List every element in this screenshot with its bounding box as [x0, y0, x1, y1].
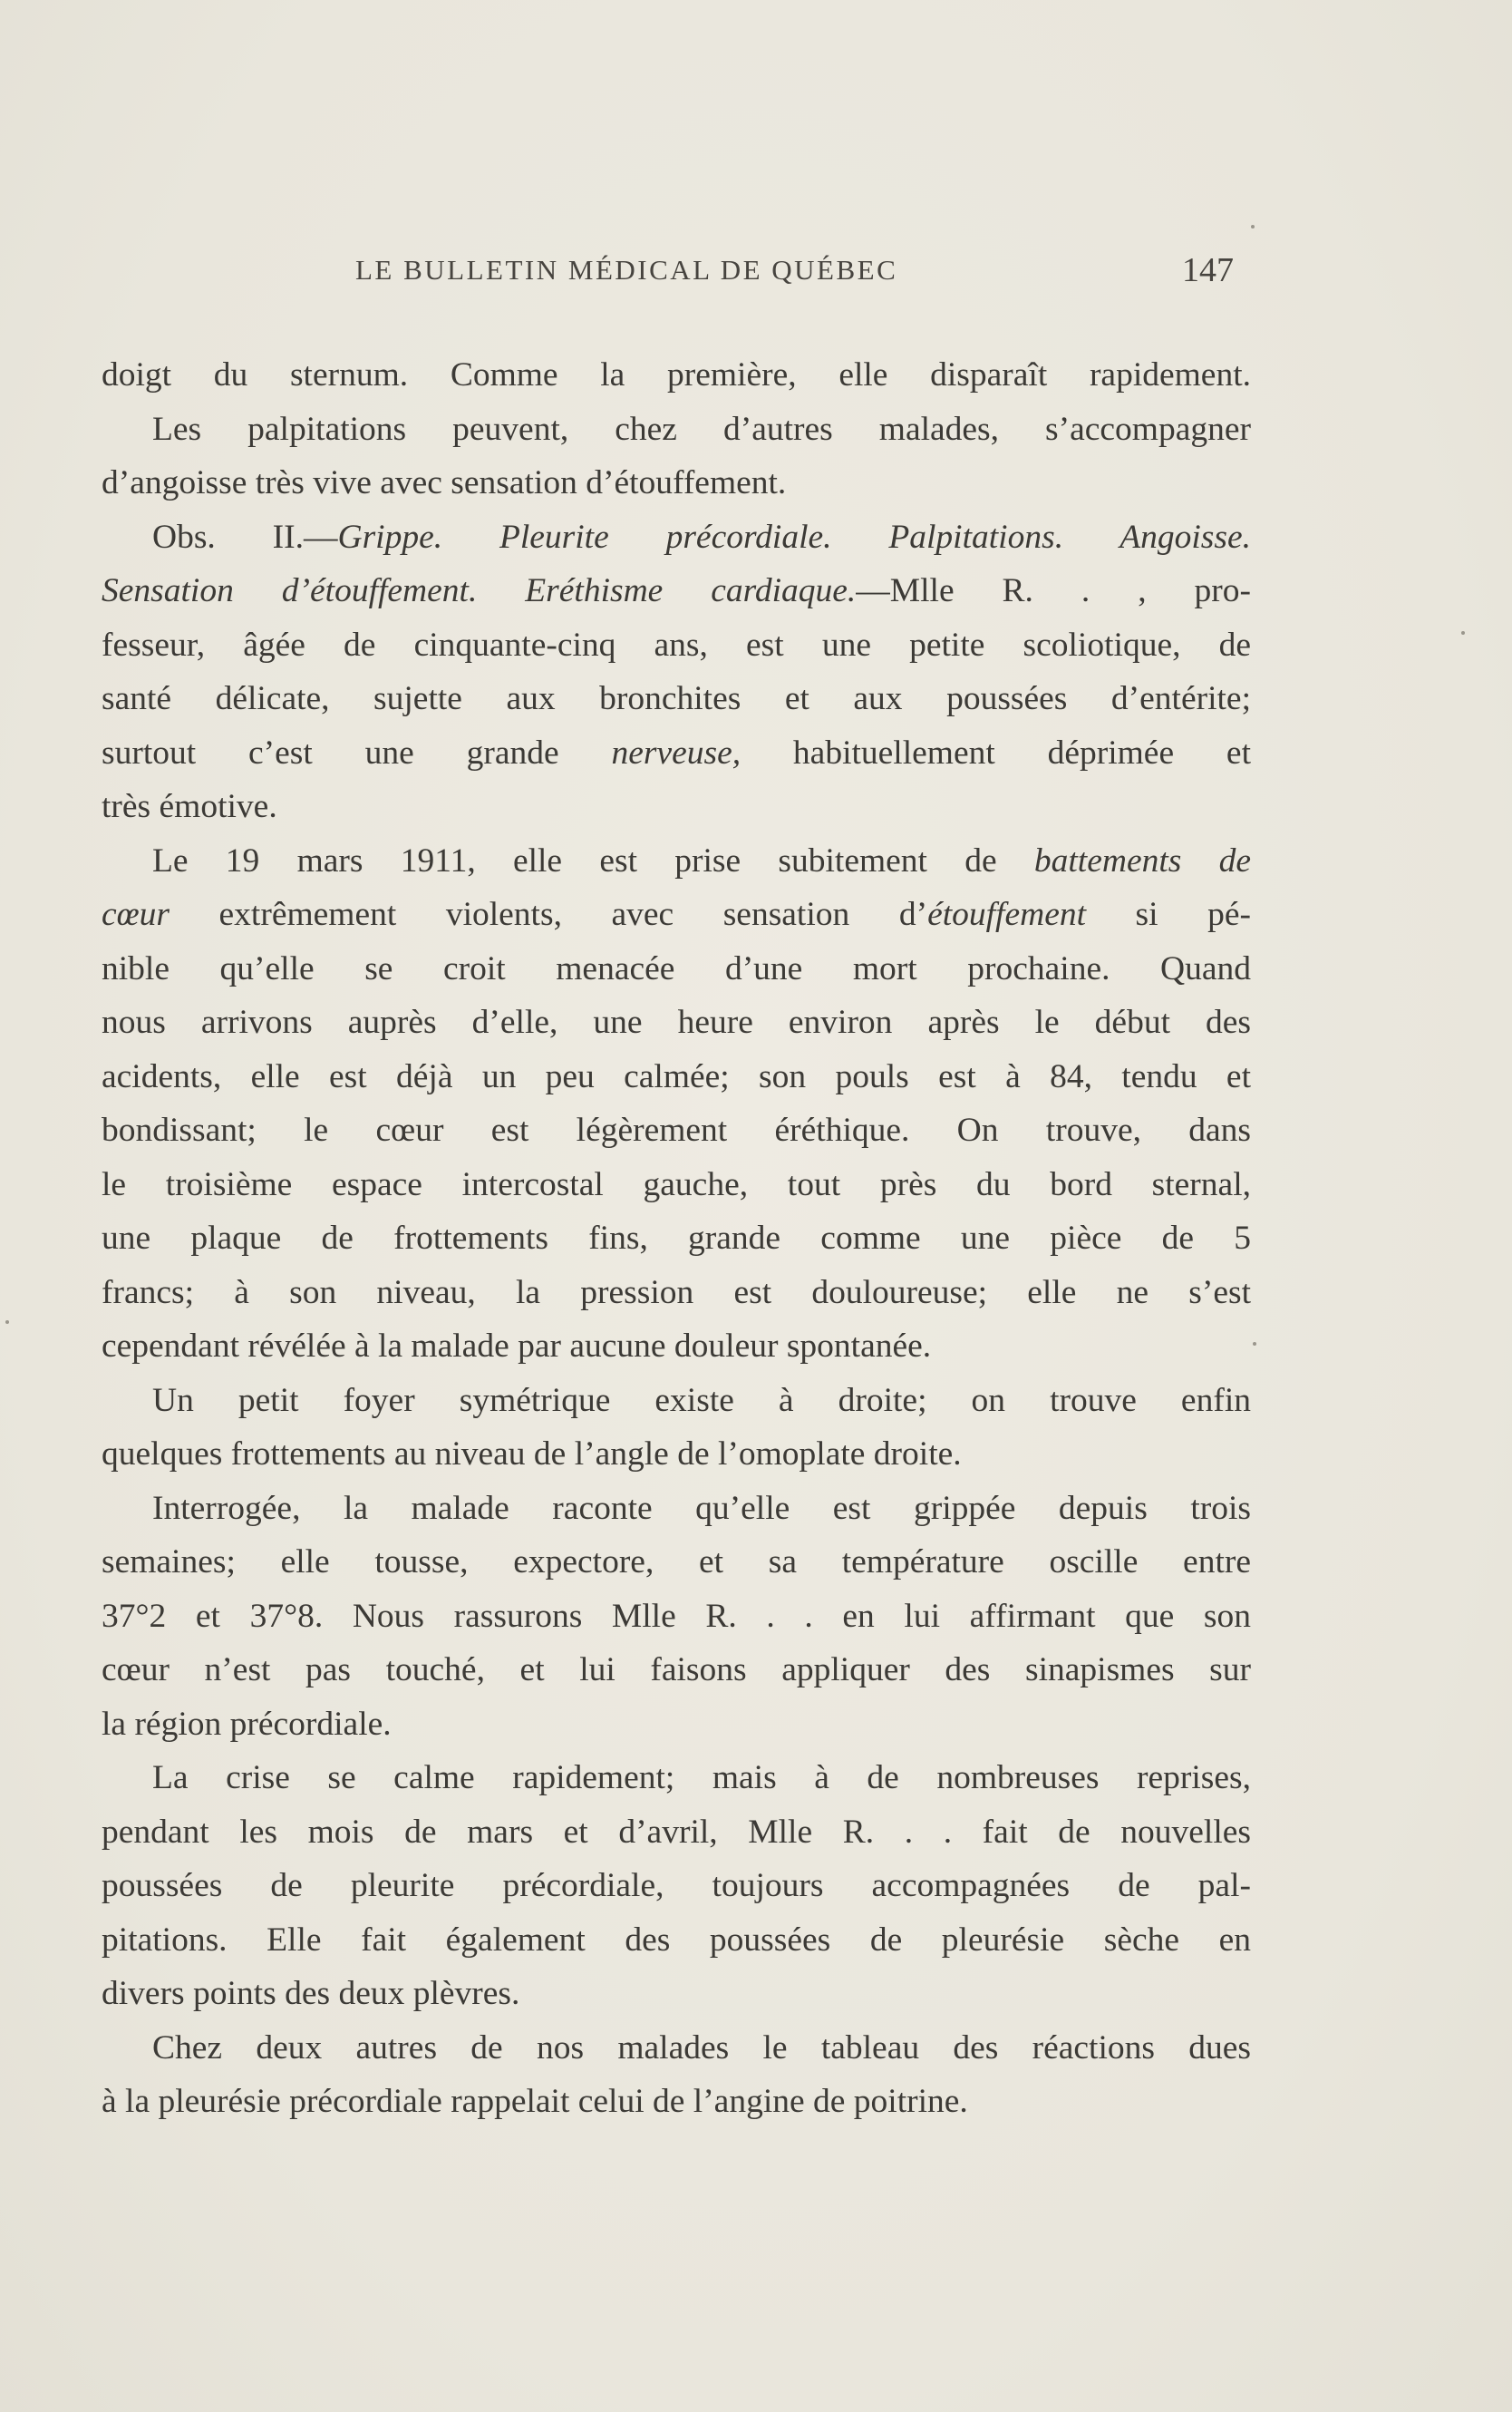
text-span: extrêmement violents, avec sensation d’	[170, 896, 928, 933]
italic-text: nerveuse,	[611, 734, 741, 772]
text-line	[102, 511, 1251, 565]
text-span: poussées de pleurite précordiale, toujours accompagnées de pal-	[102, 1867, 1251, 1904]
text-line	[102, 1104, 1251, 1158]
text-line	[102, 1266, 1251, 1320]
paper-speck	[1251, 225, 1255, 229]
paper-speck	[1461, 631, 1465, 635]
text-span: Chez deux autres de nos malades le tableau des réactions dues	[152, 2028, 1251, 2067]
text-line	[102, 1590, 1251, 1644]
italic-text: cœur	[102, 896, 170, 933]
text-span: nous arrivons auprès d’elle, une heure environ après le début des	[102, 1004, 1251, 1041]
text-line	[102, 1643, 1251, 1697]
text-span: Un petit foyer symétrique existe à droite; on trouve enfin	[152, 1381, 1251, 1419]
text-span: très émotive.	[102, 788, 277, 825]
text-span: La crise se calme rapidement; mais à de nombreuses reprises,	[152, 1759, 1251, 1796]
text-span: acidents, elle est déjà un peu calmée; son pouls est à 84, tendu et	[102, 1057, 1251, 1095]
text-line	[102, 1859, 1251, 1913]
text-line	[102, 1427, 1251, 1482]
text-span: santé délicate, sujette aux bronchites et aux poussées d’entérite;	[102, 680, 1251, 717]
text-line	[102, 1967, 1251, 2021]
text-line	[102, 996, 1251, 1050]
text-span: surtout c’est une grande	[102, 734, 612, 772]
text-line	[102, 618, 1251, 673]
text-span: bondissant; le cœur est légèrement éréthique. On trouve, dans	[102, 1112, 1251, 1149]
paper-speck	[5, 1320, 9, 1324]
text-line	[102, 348, 1251, 403]
text-line	[102, 1319, 1251, 1374]
text-span: pendant les mois de mars et d’avril, Mlle R. . . fait de nouvelles	[102, 1813, 1251, 1851]
italic-text: Sensation d’étouffement. Eréthisme cardiaque.	[102, 572, 857, 609]
text-line	[102, 1211, 1251, 1266]
text-span: fesseur, âgée de cinquante-cinq ans, est une petite scoliotique, de	[102, 626, 1251, 664]
body-text	[102, 348, 1251, 2129]
text-line	[102, 1805, 1251, 1860]
text-span: à la pleurésie précordiale rappelait celui de l’angine de poitrine.	[102, 2083, 968, 2120]
text-line	[102, 834, 1251, 889]
italic-text: battements de	[1033, 841, 1251, 880]
text-span: divers points des deux plèvres.	[102, 1975, 520, 2012]
text-span: quelques frottements au niveau de l’angle de l’omoplate droite.	[102, 1435, 962, 1473]
text-span: une plaque de frottements fins, grande comme une pièce de 5	[102, 1220, 1251, 1257]
text-span: si pé-	[1086, 896, 1251, 933]
text-line	[102, 1697, 1251, 1752]
running-head: LE BULLETIN MÉDICAL DE QUÉBEC	[355, 254, 898, 286]
page-number: 147	[1182, 251, 1234, 289]
text-span: d’angoisse très vive avec sensation d’étouffement.	[102, 464, 787, 501]
text-span: Obs. II.—	[152, 518, 338, 556]
text-span: la région précordiale.	[102, 1705, 392, 1743]
text-span: nible qu’elle se croit menacée d’une mort prochaine. Quand	[102, 949, 1251, 987]
text-line	[102, 1535, 1251, 1590]
text-span: cœur n’est pas touché, et lui faisons appliquer des sinapismes sur	[102, 1651, 1251, 1688]
text-span: 37°2 et 37°8. Nous rassurons Mlle R. . . en lui affirmant que son	[102, 1597, 1251, 1635]
text-line	[102, 726, 1251, 781]
text-line	[102, 564, 1251, 618]
text-span: —Mlle R. . , pro-	[856, 572, 1251, 609]
text-line	[102, 888, 1251, 942]
text-line	[102, 942, 1251, 997]
text-span: Interrogée, la malade raconte qu’elle est grippée depuis trois	[152, 1489, 1251, 1527]
text-span: le troisième espace intercostal gauche, tout près du bord sternal,	[102, 1165, 1251, 1203]
text-line	[102, 1158, 1251, 1212]
text-span: semaines; elle tousse, expectore, et sa température oscille entre	[102, 1543, 1251, 1580]
text-line	[102, 2075, 1251, 2129]
text-span: Les palpitations peuvent, chez d’autres malades, s’accompagner	[152, 410, 1251, 448]
italic-text: Grippe. Pleurite précordiale. Palpitations. Angoisse.	[337, 518, 1251, 556]
text-span: doigt du sternum. Comme la première, elle disparaît rapidement.	[102, 356, 1251, 394]
text-span: Le 19 mars 1911, elle est prise subitement de	[152, 841, 1034, 880]
text-line	[102, 403, 1251, 457]
text-span: francs; à son niveau, la pression est douloureuse; elle ne s’est	[102, 1273, 1251, 1311]
text-line	[102, 2021, 1251, 2076]
text-span: habituellement déprimée et	[741, 734, 1251, 772]
text-span: pitations. Elle fait également des poussées de pleurésie sèche en	[102, 1921, 1251, 1959]
text-line	[102, 672, 1251, 726]
text-line	[102, 1374, 1251, 1428]
text-line	[102, 780, 1251, 834]
text-line	[102, 456, 1251, 511]
text-line	[102, 1913, 1251, 1968]
text-span: cependant révélée à la malade par aucune douleur spontanée.	[102, 1328, 932, 1365]
italic-text: étouffement	[927, 896, 1087, 933]
text-line	[102, 1751, 1251, 1805]
text-line	[102, 1050, 1251, 1104]
text-line	[102, 1482, 1251, 1536]
paper-speck	[1253, 1342, 1256, 1346]
